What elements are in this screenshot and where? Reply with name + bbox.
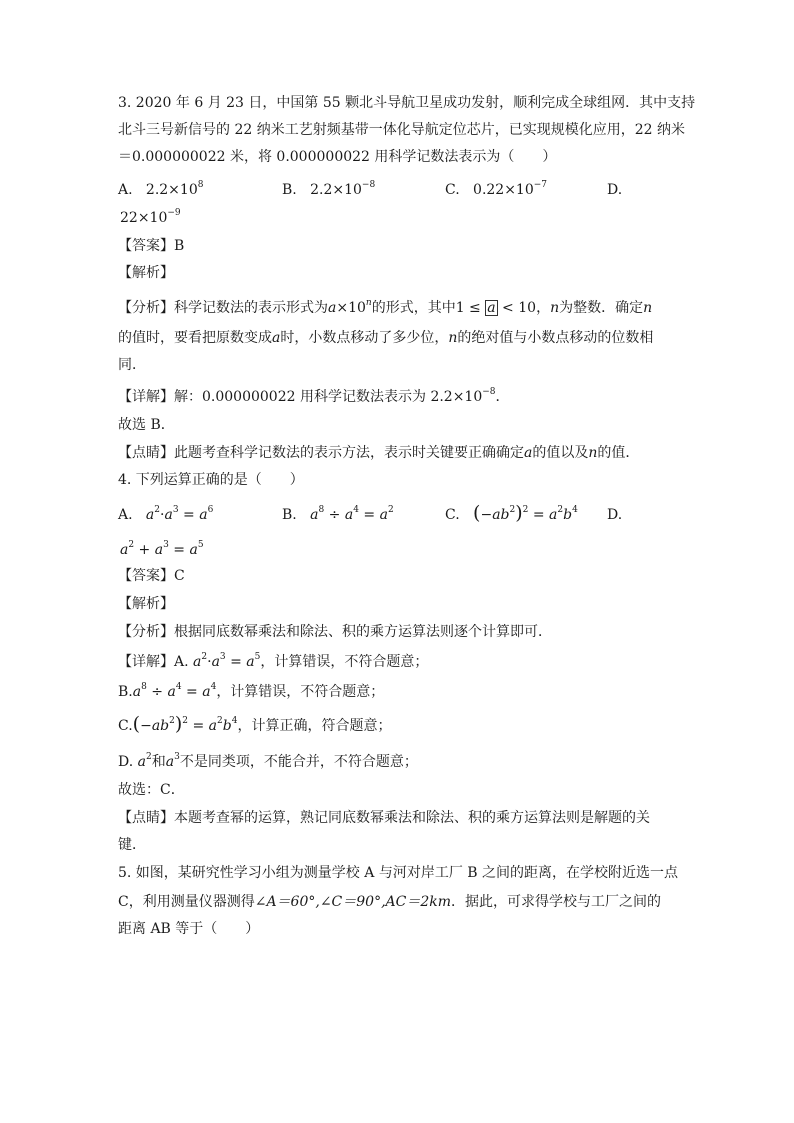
q3-answer: 【答案】B (118, 238, 185, 254)
q4-option-c: C. $(-ab^2)^2 = a^2b^4$ (445, 502, 578, 524)
q3-option-d-label: D. (607, 182, 623, 198)
q4-option-a: A. $a^2\cdot a^3 = a^6$ (118, 505, 214, 523)
q4-dianjing-line-1: 【点睛】本题考查幂的运算，熟记同底数幂乘法和除法、积的乘方运算法则是解题的关 (118, 810, 650, 826)
q4-xiangjie-b: $B.a^8 \div a^4 = a^4$，计算错误，不符合题意； (118, 682, 385, 700)
q4-dianjing-line-2: 键． (118, 837, 146, 853)
q3-dianjing: 【点睛】此题考查科学记数法的表示方法，表示时关键要正确确定a的值以及n的值． (118, 445, 640, 461)
q3-option-c: C. $0.22\times 10^{-7}$ (445, 180, 548, 198)
q4-option-d-label: D. (607, 507, 623, 523)
q3-conclusion: 故选 B． (118, 417, 175, 433)
q3-fenxi-line-3: 同． (118, 357, 146, 373)
q4-conclusion: 故选：C． (118, 782, 185, 798)
q4-answer: 【答案】C (118, 568, 185, 584)
q5-stem-line-2: C，利用测量仪器测得∠A＝60°,∠C＝90°,AC＝2km．据此，可求得学校与工厂之间的 (118, 894, 662, 910)
q4-fenxi: 【分析】根据同底数幂乘法和除法、积的乘方运算法则逐个计算即可． (118, 624, 552, 640)
q4-xiangjie-c: $C.(-ab^2)^2 = a^2b^4$，计算正确，符合题意； (118, 713, 392, 735)
q5-stem-line-1: 5. 如图，某研究性学习小组为测量学校 A 与河对岸工厂 B 之间的距离，在学校附近选一点 (118, 865, 679, 881)
q3-option-d-value: $22\times 10^{-9}$ (120, 208, 181, 226)
q5-stem-line-3: 距离 AB 等于（ ） (118, 921, 260, 937)
q4-xiangjie-d: D. $a^2$和$a^3$不是同类项，不能合并，不符合题意； (118, 752, 418, 770)
q3-option-a: A. $2.2\times 10^8$ (118, 180, 204, 198)
q3-stem-line-1: 3. 2020 年 6 月 23 日，中国第 55 颗北斗导航卫星成功发射，顺利完成全球组网．其中支持 (118, 95, 696, 111)
q3-analysis-heading: 【解析】 (118, 265, 174, 281)
q4-analysis-heading: 【解析】 (118, 596, 174, 612)
q3-stem-line-3: ＝0.000000022 米，将 0.000000022 用科学记数法表示为（ ） (118, 149, 557, 165)
q4-option-b: B. $a^8 \div a^4 = a^2$ (282, 505, 394, 523)
q4-stem: 4. 下列运算正确的是（ ） (118, 472, 304, 488)
q4-option-d-value: $a^2 + a^3 = a^5$ (120, 540, 204, 558)
q3-fenxi-line-2: 的值时，要看把原数变成a时，小数点移动了多少位，n的绝对值与小数点移动的位数相 (118, 330, 654, 346)
q3-fenxi-line-1: 【分析】科学记数法的表示形式为$a\times 10^n$的形式，其中1 ≤ a < 10，n为整数．确定n (118, 298, 653, 316)
q4-xiangjie-a: 【详解】A. $a^2\cdot a^3 = a^5$，计算错误，不符合题意； (118, 652, 429, 670)
q3-option-b: B. $2.2\times 10^{-8}$ (282, 180, 376, 198)
q3-xiangjie: 【详解】解：0.000000022 用科学记数法表示为 $2.2\times 10^{-8}$． (118, 387, 510, 405)
q3-stem-line-2: 北斗三号新信号的 22 纳米工艺射频基带一体化导航定位芯片，已实现规模化应用，22 纳米 (118, 122, 685, 138)
